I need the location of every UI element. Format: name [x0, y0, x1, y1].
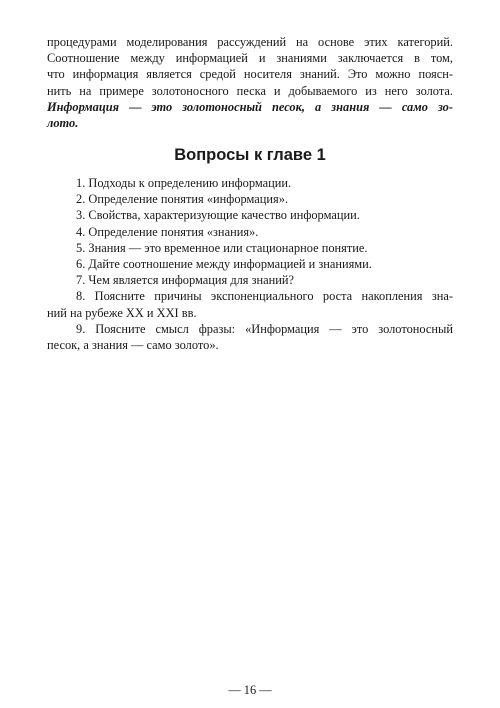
question-text: 8. Поясните причины экспоненциального роста накопления зна- — [76, 289, 453, 304]
intro-paragraph — [47, 34, 453, 131]
intro-line: Соотношение между информацией и знаниями заключается в том, — [47, 51, 453, 66]
question-text: 9. Поясните смысл фразы: «Информация — это золотоносный — [76, 321, 453, 336]
intro-emphasis-line: лото. — [47, 116, 79, 131]
question-item — [47, 321, 453, 353]
intro-line: процедурами моделирования рассуждений на основе этих категорий. — [47, 35, 453, 49]
question-item — [47, 207, 453, 223]
question-text-continued: песок, а знания — само золото». — [47, 338, 219, 353]
question-item — [47, 224, 453, 240]
question-item — [47, 256, 453, 272]
question-text: 4. Определение понятия «знания». — [76, 224, 259, 239]
question-text: 3. Свойства, характеризующие качество информации. — [76, 208, 360, 223]
question-item — [47, 240, 453, 256]
question-item — [47, 175, 453, 191]
intro-emphasis-line: Информация — это золотоносный песок, а знания — само зо- — [47, 99, 453, 114]
question-item — [47, 191, 453, 207]
page-content — [47, 34, 453, 353]
intro-line: что информация является средой носителя знаний. Это можно поясн- — [47, 67, 453, 82]
questions-list — [47, 175, 453, 353]
question-text: 5. Знания — это временное или стационарное понятие. — [76, 240, 368, 255]
question-text-continued: ний на рубеже XX и XXI вв. — [47, 305, 197, 320]
question-text: 1. Подходы к определению информации. — [76, 176, 292, 190]
page-number: — 16 — — [228, 683, 272, 697]
intro-line: нить на примере золотоносного песка и добываемого из него золота. — [47, 83, 453, 98]
question-text: 7. Чем является информация для знаний? — [76, 273, 295, 288]
question-text: 6. Дайте соотношение между информацией и знаниями. — [76, 257, 372, 272]
question-item — [47, 288, 453, 320]
question-item — [47, 272, 453, 288]
section-heading: Вопросы к главе 1 — [174, 146, 326, 164]
question-text: 2. Определение понятия «информация». — [76, 192, 289, 207]
